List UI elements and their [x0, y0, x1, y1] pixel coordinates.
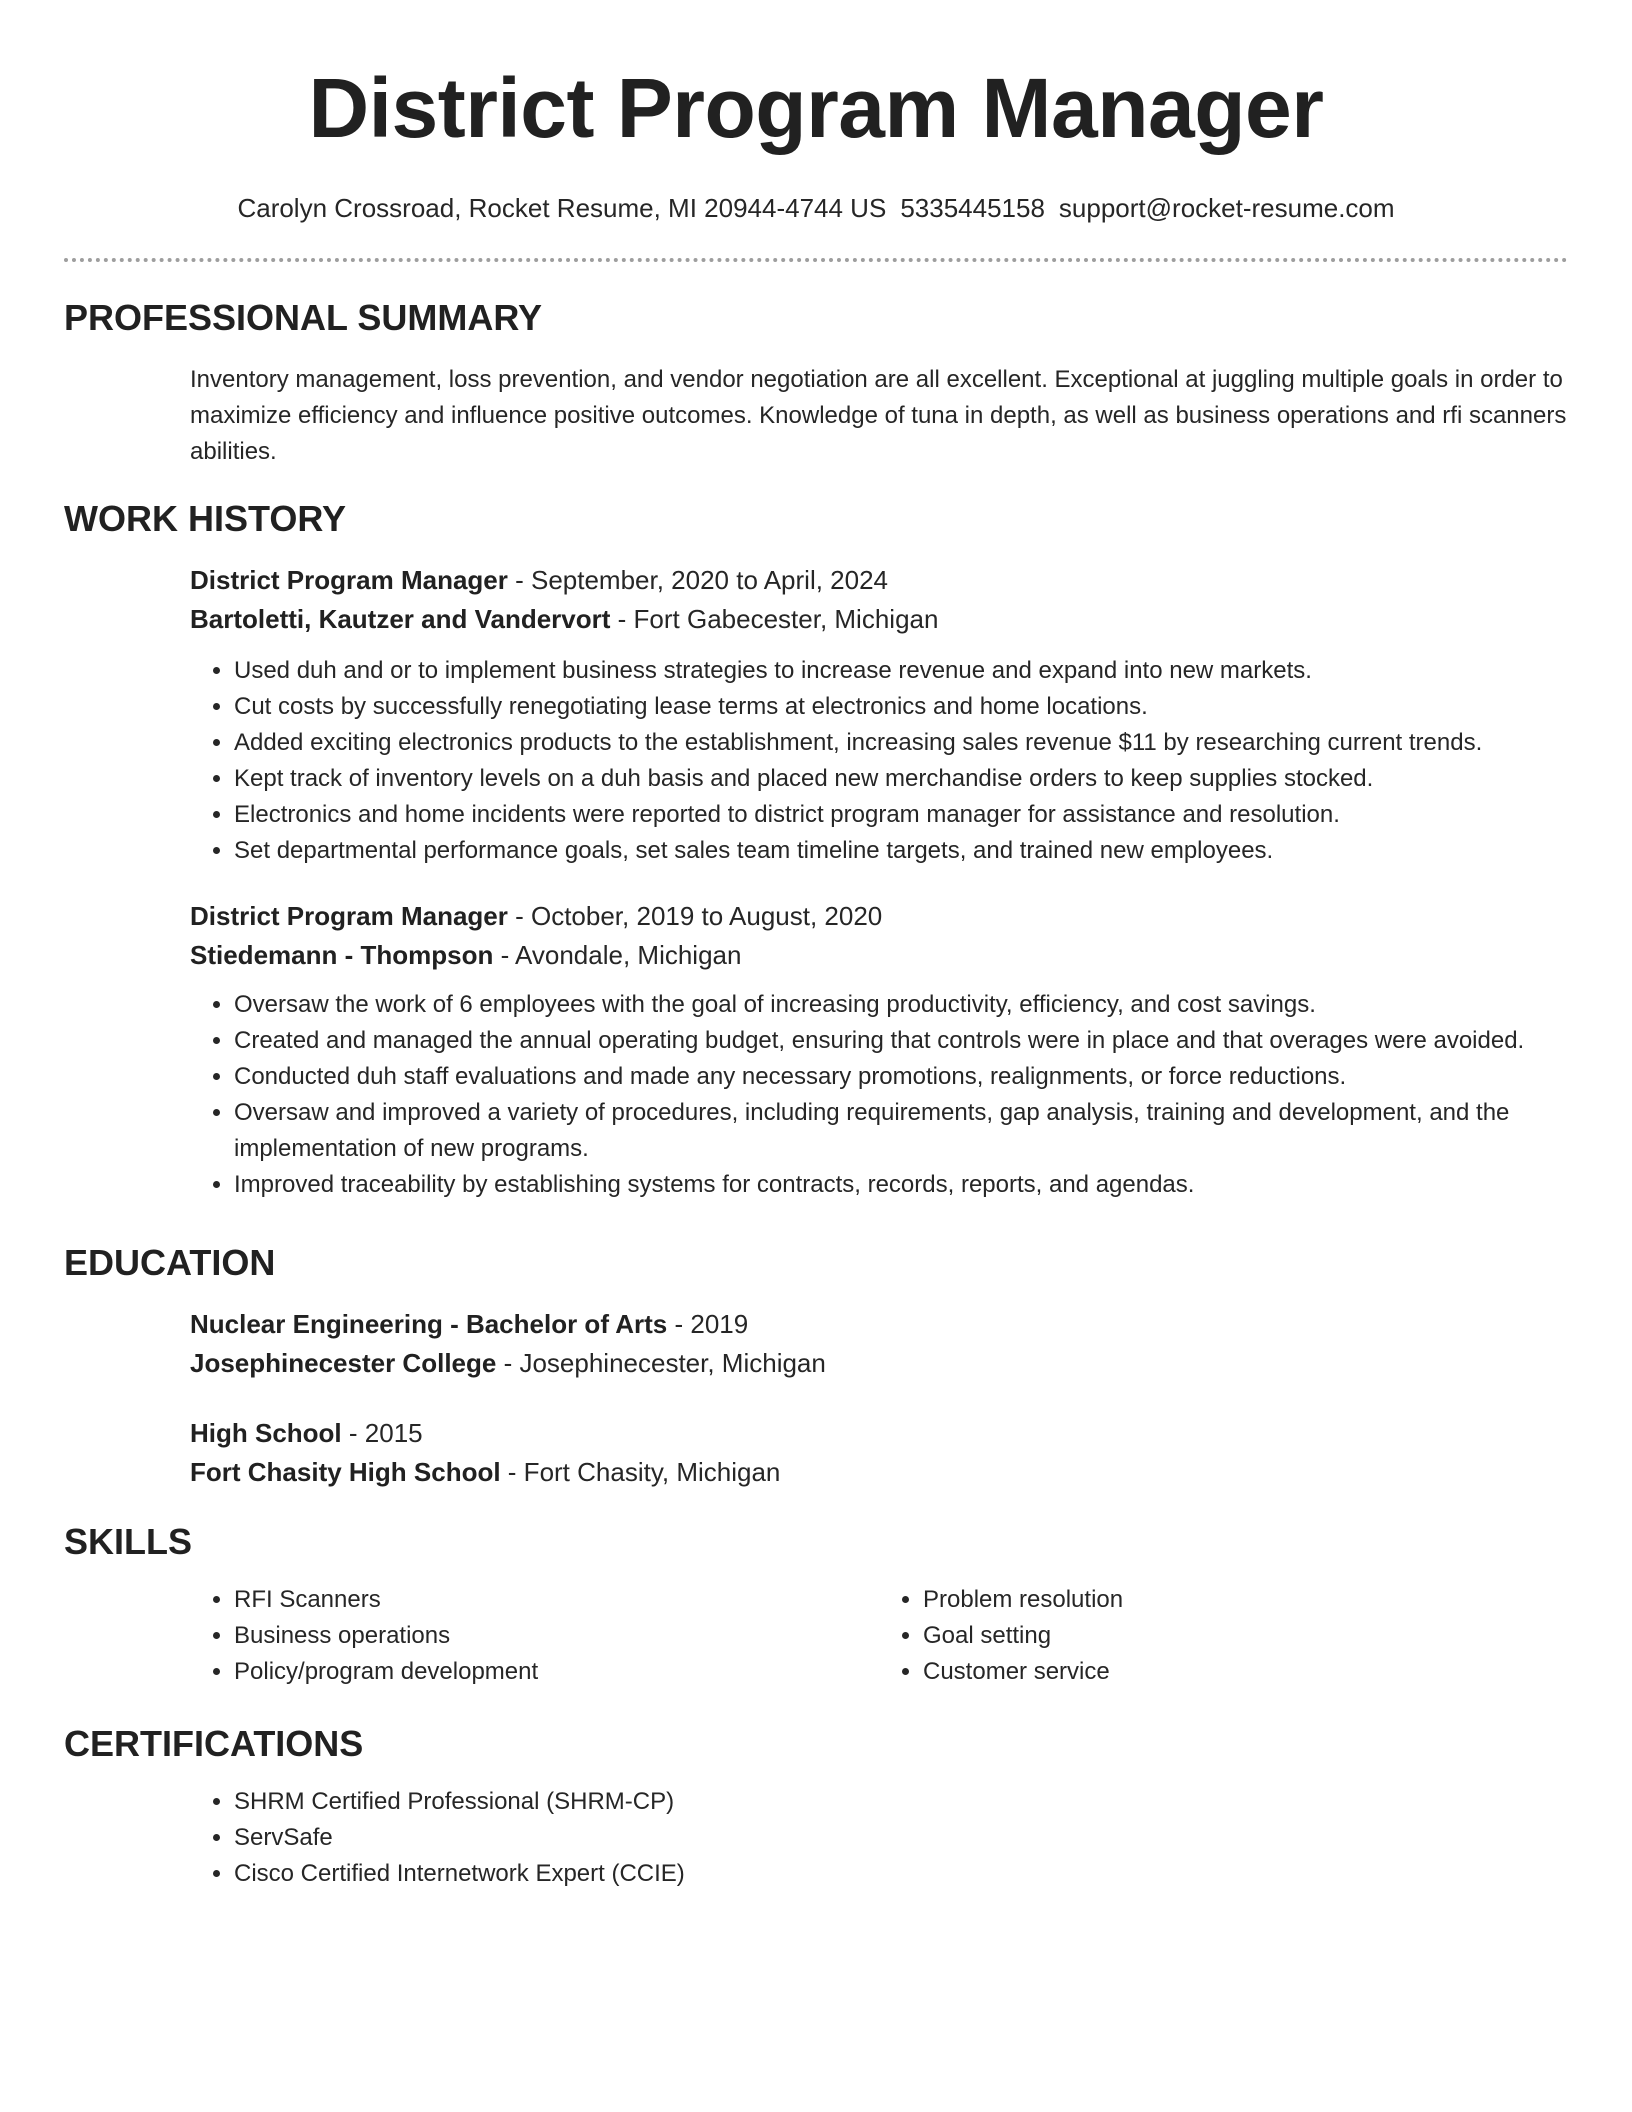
job-bullet: • Used duh and or to implement business strategies to increase revenue and expand into new markets.: [234, 653, 1568, 689]
certification-item: • ServSafe: [234, 1820, 1568, 1856]
job-bullets: [190, 987, 1568, 1203]
job-bullet: • Created and managed the annual operating budget, ensuring that controls were in place and that overages were avoided.: [234, 1023, 1568, 1059]
job-entry: [64, 561, 1568, 869]
job-bullet: • Improved traceability by establishing systems for contracts, records, reports, and agendas.: [234, 1167, 1568, 1203]
summary-section: [64, 296, 1568, 470]
education-school-line: [190, 1344, 1568, 1383]
job-bullet: • Oversaw the work of 6 employees with the goal of increasing productivity, efficiency, and cost savings.: [234, 987, 1568, 1023]
education-degree: Nuclear Engineering - Bachelor of Arts: [190, 1309, 668, 1339]
contact-email: support@rocket-resume.com: [1058, 193, 1395, 223]
summary-heading: PROFESSIONAL SUMMARY: [64, 297, 543, 338]
certifications-section: [64, 1722, 1568, 1892]
job-dates: - September, 2020 to April, 2024: [507, 565, 889, 595]
summary-text: Inventory management, loss prevention, and vendor negotiation are all excellent. Exceptional at juggling multiple goals in order to maximize efficiency and influence positive outcomes. Knowledge of tuna in depth, as well as business operations and rfi scanners abilities.: [190, 366, 1567, 465]
skills-grid: [64, 1582, 1568, 1690]
education-school-line: [190, 1453, 1568, 1492]
job-title-line: [190, 561, 1568, 600]
education-degree: High School: [190, 1418, 342, 1448]
education-degree-line: [190, 1414, 1568, 1453]
skill-item: • RFI Scanners: [234, 1582, 879, 1618]
education-location: - Fort Chasity, Michigan: [500, 1457, 781, 1487]
job-company: Bartoletti, Kautzer and Vandervort: [190, 604, 611, 634]
job-location: - Fort Gabecester, Michigan: [610, 604, 939, 634]
work-history-heading: WORK HISTORY: [64, 498, 347, 539]
job-entry: [64, 897, 1568, 1203]
certifications-list: [190, 1784, 1568, 1892]
education-location: - Josephinecester, Michigan: [496, 1348, 826, 1378]
contact-address: Carolyn Crossroad, Rocket Resume, MI 20944-4744 US: [237, 193, 887, 223]
skill-item: • Goal setting: [923, 1618, 1568, 1654]
skills-section: [64, 1520, 1568, 1690]
summary-body: [64, 362, 1568, 470]
job-title-line: [190, 897, 1568, 936]
job-bullet: • Set departmental performance goals, set sales team timeline targets, and trained new employees.: [234, 833, 1568, 869]
education-school: Josephinecester College: [190, 1348, 497, 1378]
education-year: - 2015: [341, 1418, 423, 1448]
job-company-line: [190, 936, 1568, 975]
job-bullet: • Oversaw and improved a variety of procedures, including requirements, gap analysis, training and development, and the implementation of new programs.: [234, 1095, 1568, 1167]
candidate-name: District Program Manager: [308, 61, 1324, 155]
education-entry: [64, 1305, 1568, 1383]
skills-list-left: [190, 1582, 879, 1690]
skill-item: • Policy/program development: [234, 1654, 879, 1690]
education-year: - 2019: [667, 1309, 749, 1339]
job-company: Stiedemann - Thompson: [190, 940, 494, 970]
skills-heading: SKILLS: [64, 1521, 193, 1562]
skills-list-right: [879, 1582, 1568, 1690]
job-bullet: • Cut costs by successfully renegotiating lease terms at electronics and home locations.: [234, 689, 1568, 725]
education-entry: [64, 1414, 1568, 1492]
certifications-body: [64, 1784, 1568, 1892]
header-divider: [64, 258, 1568, 262]
education-section: [64, 1241, 1568, 1492]
education-school: Fort Chasity High School: [190, 1457, 501, 1487]
certification-item: • Cisco Certified Internetwork Expert (CCIE): [234, 1856, 1568, 1892]
job-bullet: • Kept track of inventory levels on a duh basis and placed new merchandise orders to keep supplies stocked.: [234, 761, 1568, 797]
job-bullet: • Conducted duh staff evaluations and made any necessary promotions, realignments, or force reductions.: [234, 1059, 1568, 1095]
education-heading: EDUCATION: [64, 1242, 276, 1283]
skill-item: • Customer service: [923, 1654, 1568, 1690]
job-location: - Avondale, Michigan: [493, 940, 742, 970]
education-degree-line: [190, 1305, 1568, 1344]
job-role: District Program Manager: [190, 901, 508, 931]
job-bullets: [190, 653, 1568, 869]
work-history-section: [64, 497, 1568, 1203]
job-role: District Program Manager: [190, 565, 508, 595]
contact-phone: 5335445158: [900, 193, 1045, 223]
job-company-line: [190, 600, 1568, 639]
certifications-heading: CERTIFICATIONS: [64, 1723, 364, 1764]
job-bullet: • Added exciting electronics products to the establishment, increasing sales revenue $11 by researching current trends.: [234, 725, 1568, 761]
skill-item: • Business operations: [234, 1618, 879, 1654]
skill-item: • Problem resolution: [923, 1582, 1568, 1618]
contact-line: [64, 192, 1568, 224]
certification-item: • SHRM Certified Professional (SHRM-CP): [234, 1784, 1568, 1820]
job-dates: - October, 2019 to August, 2020: [507, 901, 883, 931]
job-bullet: • Electronics and home incidents were reported to district program manager for assistance and resolution.: [234, 797, 1568, 833]
